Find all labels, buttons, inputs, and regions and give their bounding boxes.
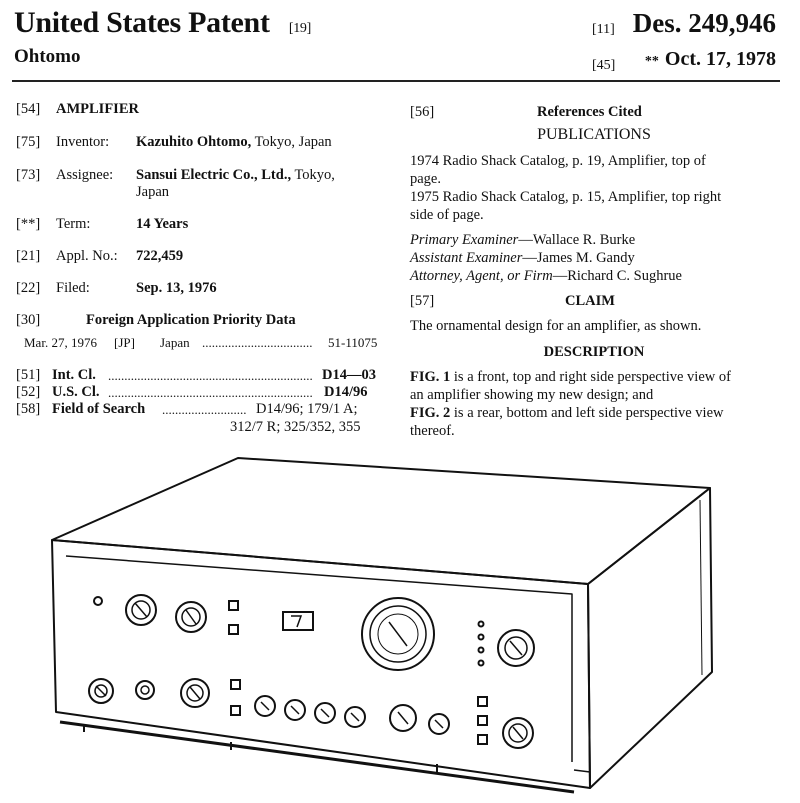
filed-value: Sep. 13, 1976 [136,280,217,296]
switch-6 [478,716,487,725]
assistant-examiner [410,249,778,267]
led-2 [479,635,484,640]
claim-heading-row [410,292,778,310]
amplifier-drawing [0,450,800,803]
term-value: 14 Years [136,216,189,232]
references-tag: [56] [410,104,435,120]
fig2-line2: thereof. [410,423,455,439]
inventor-tag: [75] [16,134,41,150]
term-tag: [**] [16,216,41,232]
filed-label: Filed: [56,280,90,296]
priority-tag: [30] [16,312,41,328]
priority-heading: Foreign Application Priority Data [86,312,296,328]
search-label: Field of Search [52,401,146,417]
assignee-label: Assignee: [56,167,114,183]
intcl-label: Int. Cl. [52,367,96,383]
attorney-name: —Richard C. Sughrue [552,268,682,284]
primary-name: —Wallace R. Burke [518,232,636,248]
search-tag: [58] [16,401,41,417]
invention-title: AMPLIFIER [56,101,139,117]
pub2-line2: side of page. [410,207,484,223]
assignee-city: Tokyo, [294,167,335,183]
fig2-label: FIG. 2 [410,405,451,421]
switch-2 [229,625,238,634]
issue-date-text: Oct. 17, 1978 [664,48,776,70]
priority-number: 51-11075 [328,335,378,350]
pub1-line1: 1974 Radio Shack Catalog, p. 19, Amplifier, top of [410,153,706,169]
leader-dots: ............................................................... [108,368,313,383]
uscl-tag: [52] [16,384,41,400]
amplifier-right-side [588,488,712,788]
search-value-1: D14/96; 179/1 A; [256,401,358,417]
search-value-2: 312/7 R; 325/352, 355 [230,419,361,435]
publication-1 [410,152,778,188]
priority-cc: [JP] [114,335,135,350]
attorney [410,267,778,285]
pub1-line2: page. [410,171,441,187]
switch-7 [478,735,487,744]
led-3 [479,648,484,653]
assignee-country: Japan [136,184,170,200]
title-text: United States Patent [14,6,270,39]
appl-value: 722,459 [136,248,184,264]
power-led [94,597,102,605]
filed-tag: [22] [16,280,41,296]
references-heading-row [410,103,778,121]
inventor-label: Inventor: [56,134,110,150]
leader-dots: .................................. [202,335,313,350]
inventor-name: Kazuhito Ohtomo, [136,134,252,150]
primary-examiner [410,231,778,249]
fig1-label: FIG. 1 [410,369,451,385]
base-strip [60,722,574,792]
assistant-name: —James M. Gandy [522,250,635,266]
assistant-label: Assistant Examiner [410,250,523,266]
title-code: [19] [288,21,311,36]
switch-1 [229,601,238,610]
fig1-line2: an amplifier showing my new design; and [410,387,654,403]
fig2-line1-row [410,404,778,422]
patent-office-title [14,6,311,40]
fig1-description [410,368,778,404]
date-code [592,56,615,74]
assignee-tag: [73] [16,167,41,183]
pub2-line1: 1975 Radio Shack Catalog, p. 15, Amplifier, top right [410,189,722,205]
leader-dots: .......................... [162,402,247,417]
assignee-value [136,166,335,184]
uscl-value: D14/96 [324,384,368,400]
fig1-line1-row [410,368,778,386]
appl-label: Appl. No.: [56,248,118,264]
publication-2 [410,188,778,224]
inventor-surname: Ohtomo [14,46,81,67]
fig1-line1: is a front, top and right side perspective view of [453,369,731,385]
claim-tag: [57] [410,293,435,309]
switch-5 [478,697,487,706]
primary-label: Primary Examiner [410,232,519,248]
leader-dots: ............................................................... [108,385,313,400]
publications-heading: PUBLICATIONS [537,126,651,143]
inventor-value [136,133,332,151]
claim-text: The ornamental design for an amplifier, as shown. [410,318,702,334]
term-label: Term: [56,216,91,232]
references-heading: References Cited [537,104,642,120]
switch-4 [231,706,240,715]
date-code-text: [45] [592,58,616,73]
led-1 [479,622,484,627]
uscl-label: U.S. Cl. [52,384,100,400]
examiners [410,231,778,285]
patent-code-text: [11] [592,22,615,37]
led-4 [479,661,484,666]
priority-date: Mar. 27, 1976 [24,335,97,350]
switch-3 [231,680,240,689]
appl-tag: [21] [16,248,41,264]
intcl-tag: [51] [16,367,41,383]
priority-country: Japan [160,335,190,350]
assignee-name: Sansui Electric Co., Ltd., [136,167,292,183]
display-window [283,612,313,630]
inventor-city: Tokyo, Japan [254,134,332,150]
date-prefix: ** [644,54,659,69]
fig2-description [410,404,778,440]
fig2-line1: is a rear, bottom and left side perspective view [453,405,724,421]
title-tag: [54] [16,101,41,117]
patent-number: Des. 249,946 [632,8,776,38]
intcl-value: D14—03 [322,367,376,383]
patent-number-code [592,20,615,38]
claim-heading: CLAIM [565,293,615,309]
front-bezel-line [66,556,572,762]
issue-date [645,48,776,71]
description-heading: DESCRIPTION [543,344,645,360]
attorney-label: Attorney, Agent, or Firm [410,268,553,284]
header-rule [12,80,780,82]
